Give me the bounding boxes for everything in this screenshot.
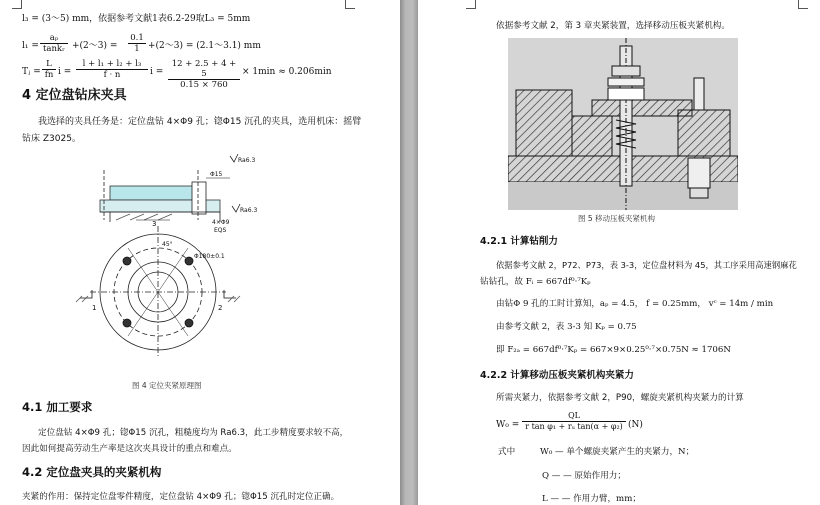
where-line2: Q — — 原始作用力； — [542, 471, 626, 481]
label-locator-2: 2 — [218, 304, 223, 312]
label-ra-side: Ra6.3 — [240, 207, 258, 214]
plan-view — [90, 226, 226, 356]
page-corner-mark — [798, 0, 808, 9]
page-corner-mark — [466, 0, 476, 9]
where-line1: W₀ — 单个螺旋夹紧产生的夹紧力，N； — [540, 447, 695, 457]
heading-section-4-1: 4.1 加工要求 — [22, 400, 93, 414]
paragraph-intro: 依据参考文献 2，第 3 章夹紧装置，选择移动压板夹紧机构。 — [496, 21, 730, 31]
locator-left — [76, 290, 92, 302]
page-corner-mark — [345, 0, 355, 9]
heading-section-4-2-2: 4.2.2 计算移动压板夹紧机构夹紧力 — [480, 370, 634, 381]
paragraph-421-line3: 由钻Φ 9 孔的工时计算知，aₚ = 4.5， f = 0.25mm， vᶜ = 14m / min — [496, 299, 774, 309]
label-locator-1: 1 — [92, 304, 97, 312]
label-holes: 4×Φ9 — [212, 219, 230, 226]
heading-section-4: 4 定位盘钻床夹具 — [22, 88, 127, 103]
where-label: 式中 — [498, 447, 516, 457]
heading-section-4-2-1: 4.2.1 计算钻削力 — [480, 236, 558, 247]
label-angle: 45° — [162, 241, 173, 248]
locator-right — [224, 290, 240, 302]
page-gap — [400, 0, 418, 505]
label-phi15: Φ15 — [210, 171, 223, 178]
label-ra-top: Ra6.3 — [238, 157, 256, 164]
paragraph-42: 夹紧的作用：保持定位盘零件精度，定位盘钻 4×Φ9 孔；锪Φ15 沉孔时定位正确。 — [22, 492, 340, 502]
document-page-left: l₃ = (3～5) mm，依据参考文献1表6.2-29取L₃ = 5mm l₁ = $\frac{\text{aₚ}}{\text{tankᵣ}}$ +(2～3) = $\frac{0.1}{1}$ +(2～3) = (2.1～3.1) mm Tⱼ = $\frac{L}{fn}$ i = $\frac{\text{l + l₁ + l₂ + l₃}}{f \cdot n}$ i = $\frac{12 + 2.5 + 4 + 5}{0.15 \times 760}$ × 1min ≈ 0.206min 4 定位盘钻床夹具 我选择的夹具任务是：定位盘钻 4×Φ9 孔；锪Φ15 沉孔的夹具，选用机床：摇臂 钻床 Z3025。 Ra6.3 Φ15 Ra6.3 4×Φ9 EQS 3 45° Φ180±0.1 1 2 图 4 定位夹紧原理图 4.1 加工要求 定位盘钻 4×Φ9 孔；锪Φ15 沉孔，粗糙度均为 Ra6.3，此工步精度要求较不高， 因此如何提高劳动生产率是这次夹具设计的重点和难点。 4.2 定位盘夹具的夹紧机构 夹紧的作用：保持定位盘零件精度，定位盘钻 4×Φ9 孔；锪Φ15 沉孔时定位正确。 — [0, 0, 400, 505]
where-line3: L — — 作用力臂，mm； — [542, 494, 641, 504]
paragraph-task-line1: 我选择的夹具任务是：定位盘钻 4×Φ9 孔；锪Φ15 沉孔的夹具，选用机床：摇臂 — [38, 117, 362, 127]
figure-caption-4: 图 4 定位夹紧原理图 — [132, 381, 202, 390]
clamp-mechanism-photo — [508, 38, 738, 210]
label-eqs: EQS — [214, 227, 227, 234]
paragraph-421-line2: 钻钻孔，故 Fᵢ = 667df⁰·⁷Kₚ — [480, 277, 591, 287]
figure-caption-5: 图 5 移动压板夹紧机构 — [578, 214, 656, 223]
document-page-right: 依据参考文献 2，第 3 章夹紧装置，选择移动压板夹紧机构。 图 5 移动压板夹紧机构 4.2.1 计算钻削力 依据参考文献 2，P72、P73，表 3-3，定位盘材料为 45，其工序采用高速钢麻花 钻钻孔，故 Fᵢ = 667df⁰·⁷Kₚ 由钻Φ 9 孔的工时计算知，aₚ = 4.5， f = 0.25mm， vᶜ = 14m / min 由参考文献 2，表 3-3 知 Kₚ = 0.75 即 F₂ₐ = 667df⁰·⁷Kₚ = 667×9×0.25⁰·⁷×0.75N ≈ 1706N 4.2.2 计算移动压板夹紧机构夹紧力 所需夹紧力，依据参考文献 2，P90，螺旋夹紧机构夹紧力的计算 W₀ = $\frac{QL}{\text{r tan φ₁ + rᵤ tan(α + φ₂)}}$ (N) 式中 W₀ — 单个螺旋夹紧产生的夹紧力，N； Q — — 原始作用力； L — — 作用力臂，mm； — [418, 0, 820, 505]
section-view — [100, 170, 220, 222]
locating-clamping-drawing — [70, 150, 330, 372]
paragraph-421-line4: 由参考文献 2，表 3-3 知 Kₚ = 0.75 — [496, 322, 637, 332]
paragraph-422-line1: 所需夹紧力，依据参考文献 2，P90，螺旋夹紧机构夹紧力的计算 — [496, 393, 744, 403]
paragraph-41-line2: 因此如何提高劳动生产率是这次夹具设计的重点和难点。 — [22, 444, 237, 454]
heading-section-4-2: 4.2 定位盘夹具的夹紧机构 — [22, 465, 162, 479]
paragraph-421-line5: 即 F₂ₐ = 667df⁰·⁷Kₚ = 667×9×0.25⁰·⁷×0.75N ≈ 1706N — [496, 345, 731, 355]
paragraph-41-line1: 定位盘钻 4×Φ9 孔；锪Φ15 沉孔，粗糙度均为 Ra6.3，此工步精度要求较不高， — [38, 428, 349, 438]
label-section-3: 3 — [152, 220, 157, 228]
label-pcd: Φ180±0.1 — [194, 253, 225, 260]
page-corner-mark — [12, 0, 22, 9]
paragraph-421-line1: 依据参考文献 2，P72、P73，表 3-3，定位盘材料为 45，其工序采用高速钢麻花 — [496, 260, 797, 270]
paragraph-task-line2: 钻床 Z3025。 — [22, 134, 81, 144]
formula-l3: l₃ = (3～5) mm，依据参考文献1表6.2-29取L₃ = 5mm — [22, 14, 251, 24]
